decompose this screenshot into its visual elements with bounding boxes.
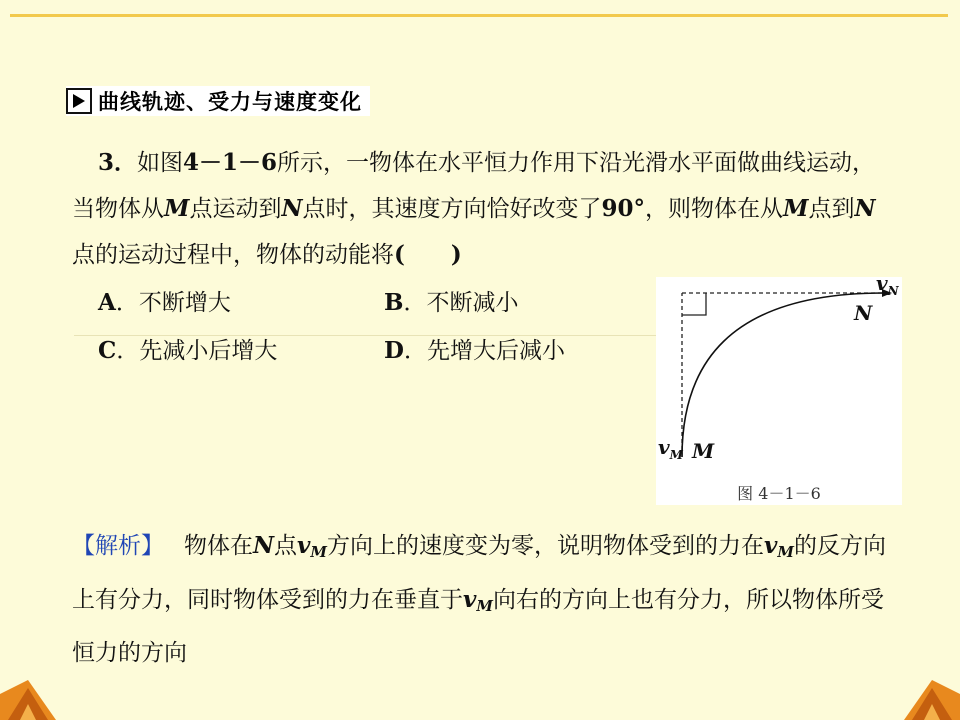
figure-caption: 图 4－1－6 bbox=[737, 484, 821, 503]
analysis-segment: 的反方向上有分力，同时物体受到的力在垂直于 bbox=[72, 533, 886, 613]
point-m-label: M bbox=[692, 439, 715, 463]
question-text bbox=[72, 140, 892, 278]
velocity-symbol: v bbox=[764, 532, 778, 559]
option-text: ．先增大后减小 bbox=[403, 338, 565, 364]
option-b[interactable] bbox=[384, 288, 518, 318]
question-segment: 所示，一物体在水平恒力作用下沿光滑水平面做曲线运动，当物体从 bbox=[72, 150, 876, 222]
velocity-subscript: M bbox=[310, 543, 328, 561]
section-header bbox=[66, 86, 370, 116]
point-n: N bbox=[253, 532, 275, 559]
point-n: N bbox=[854, 195, 876, 222]
question-segment: 点的运动过程中，物体的动能将 bbox=[72, 242, 394, 268]
question-segment: 点到 bbox=[808, 196, 855, 222]
question-segment: 点运动到 bbox=[189, 196, 282, 222]
corner-decoration-right bbox=[890, 680, 960, 720]
corner-decoration-left bbox=[0, 680, 70, 720]
option-letter: B bbox=[384, 289, 404, 316]
velocity-m-label: $v_M$ bbox=[658, 435, 683, 462]
option-text: ．不断增大 bbox=[115, 290, 231, 316]
velocity-symbol: v bbox=[297, 532, 311, 559]
question-segment: ，则物体在从 bbox=[645, 196, 784, 222]
answer-blank: ( ) bbox=[394, 241, 462, 268]
analysis-tag: 【解析】 bbox=[72, 533, 164, 559]
analysis-segment: 向右的方向上也有分力，所以物体所受恒力的方向 bbox=[72, 587, 884, 666]
option-d[interactable] bbox=[384, 336, 565, 366]
velocity-symbol: v bbox=[463, 586, 477, 613]
point-m: M bbox=[783, 195, 809, 222]
velocity-subscript: M bbox=[476, 597, 493, 615]
figure-4-1-6 bbox=[656, 271, 902, 505]
question-segment: 如图 bbox=[137, 150, 184, 176]
angle-value: 90° bbox=[601, 195, 646, 222]
analysis-text bbox=[72, 522, 892, 677]
velocity-subscript: M bbox=[777, 543, 794, 561]
option-text: ．不断减小 bbox=[403, 290, 519, 316]
option-text: ．先减小后增大 bbox=[116, 338, 278, 364]
option-letter: C bbox=[98, 337, 117, 364]
option-a[interactable] bbox=[98, 288, 231, 318]
option-letter: A bbox=[98, 289, 116, 316]
option-letter: D bbox=[384, 337, 404, 364]
figure-reference: 4－1－6 bbox=[183, 149, 278, 176]
analysis-segment: 点 bbox=[274, 533, 298, 559]
question-segment: 点时，其速度方向恰好改变了 bbox=[302, 196, 602, 222]
analysis-segment: 方向上的速度变为零，说明物体受到的力在 bbox=[327, 533, 765, 559]
play-icon bbox=[66, 88, 92, 114]
point-n-label: N bbox=[854, 301, 873, 325]
section-title: 曲线轨迹、受力与速度变化 bbox=[98, 90, 362, 114]
top-accent-rule bbox=[10, 14, 948, 17]
question-number: 3． bbox=[98, 149, 138, 176]
point-n: N bbox=[281, 195, 303, 222]
velocity-n-label: $v_N$ bbox=[876, 271, 899, 298]
point-m: M bbox=[164, 195, 190, 222]
analysis-segment: 物体在 bbox=[184, 533, 253, 559]
right-angle-mark bbox=[682, 293, 706, 315]
option-c[interactable] bbox=[98, 336, 277, 366]
